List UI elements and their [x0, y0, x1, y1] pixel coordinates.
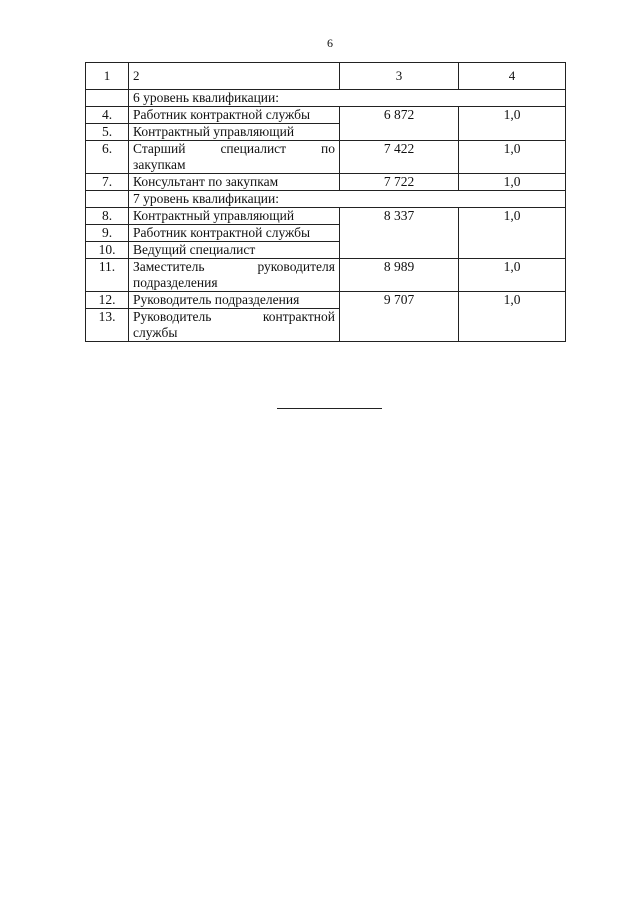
row-position-name: Консультант по закупкам	[129, 174, 340, 191]
row-salary-value: 6 872	[340, 107, 459, 141]
header-col-4: 4	[459, 63, 566, 90]
row-number: 8.	[86, 208, 129, 225]
row-coefficient: 1,0	[459, 292, 566, 342]
row-salary-value: 7 722	[340, 174, 459, 191]
section-title-level-7: 7 уровень квалификации:	[129, 191, 340, 208]
row-number: 11.	[86, 259, 129, 292]
row-number: 13.	[86, 309, 129, 342]
section-num-cell	[86, 90, 129, 107]
row-position-name	[129, 309, 340, 342]
row-coefficient: 1,0	[459, 208, 566, 259]
section-title-level-6: 6 уровень квалификации:	[129, 90, 340, 107]
row-salary-value: 8 337	[340, 208, 459, 259]
table-row	[86, 208, 566, 225]
name-line-2: службы	[133, 325, 178, 340]
row-position-name: Контрактный управляющий	[129, 124, 340, 141]
section-row-level-7	[86, 191, 566, 208]
row-number: 6.	[86, 141, 129, 174]
table-row	[86, 141, 566, 174]
row-coefficient: 1,0	[459, 259, 566, 292]
header-col-3: 3	[340, 63, 459, 90]
table-row	[86, 107, 566, 124]
name-word: Заместитель	[133, 259, 205, 274]
name-word: контрактной	[262, 309, 335, 324]
row-coefficient: 1,0	[459, 141, 566, 174]
qualification-table	[85, 62, 566, 342]
row-coefficient: 1,0	[459, 174, 566, 191]
row-position-name: Контрактный управляющий	[129, 208, 340, 225]
name-word: Руководитель	[133, 309, 212, 324]
row-number: 10.	[86, 242, 129, 259]
row-salary-value: 8 989	[340, 259, 459, 292]
section-num-cell	[86, 191, 129, 208]
section-empty-cell	[340, 90, 566, 107]
header-col-2: 2	[129, 63, 340, 90]
table-row	[86, 292, 566, 309]
name-word: по	[321, 141, 335, 156]
row-number: 9.	[86, 225, 129, 242]
row-number: 4.	[86, 107, 129, 124]
name-word: руководителя	[257, 259, 335, 274]
table-row	[86, 174, 566, 191]
row-number: 7.	[86, 174, 129, 191]
row-number: 12.	[86, 292, 129, 309]
section-empty-cell	[340, 191, 566, 208]
table-row	[86, 259, 566, 292]
row-position-name	[129, 141, 340, 174]
name-line-2: закупкам	[133, 157, 186, 172]
header-col-1: 1	[86, 63, 129, 90]
row-coefficient: 1,0	[459, 107, 566, 141]
page-number: 6	[327, 36, 333, 50]
row-position-name: Работник контрактной службы	[129, 225, 340, 242]
row-position-name: Работник контрактной службы	[129, 107, 340, 124]
name-word: Старший	[133, 141, 186, 156]
row-number: 5.	[86, 124, 129, 141]
row-position-name: Руководитель подразделения	[129, 292, 340, 309]
row-salary-value: 7 422	[340, 141, 459, 174]
table-header-row	[86, 63, 566, 90]
name-word: специалист	[220, 141, 287, 156]
row-position-name: Ведущий специалист	[129, 242, 340, 259]
row-position-name	[129, 259, 340, 292]
section-row-level-6	[86, 90, 566, 107]
name-line-2: подразделения	[133, 275, 218, 290]
end-divider-line	[277, 408, 382, 409]
row-salary-value: 9 707	[340, 292, 459, 342]
